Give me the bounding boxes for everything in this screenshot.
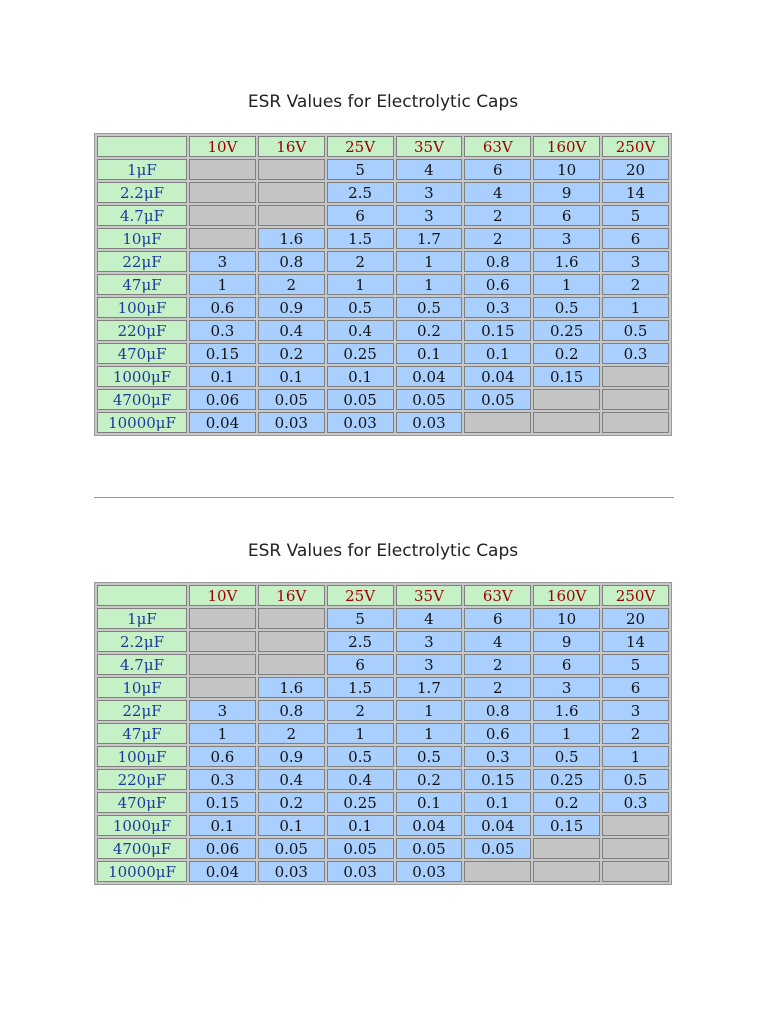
esr-value-cell: 1	[189, 723, 256, 744]
esr-value-cell: 3	[396, 182, 463, 203]
header-row	[97, 136, 669, 157]
esr-value-cell: 0.03	[396, 861, 463, 882]
esr-value-cell: 0.03	[396, 412, 463, 433]
esr-value-cell: 0.8	[258, 251, 325, 272]
esr-value-cell: 0.05	[327, 838, 394, 859]
esr-value-cell: 0.04	[189, 861, 256, 882]
capacitance-label: 4.7μF	[97, 205, 187, 226]
voltage-header: 35V	[396, 136, 463, 157]
esr-value-cell: 0.4	[327, 320, 394, 341]
empty-cell	[602, 861, 669, 882]
esr-value-cell: 0.15	[464, 769, 531, 790]
capacitance-label: 47μF	[97, 723, 187, 744]
empty-cell	[602, 389, 669, 410]
section-divider	[94, 497, 674, 498]
empty-cell	[533, 838, 600, 859]
empty-cell	[258, 631, 325, 652]
empty-cell	[602, 366, 669, 387]
esr-value-cell: 5	[602, 654, 669, 675]
esr-value-cell: 0.5	[327, 746, 394, 767]
table-row	[97, 723, 669, 744]
esr-value-cell: 14	[602, 631, 669, 652]
esr-value-cell: 0.1	[396, 792, 463, 813]
esr-value-cell: 0.15	[533, 815, 600, 836]
esr-value-cell: 0.8	[258, 700, 325, 721]
esr-value-cell: 0.6	[464, 723, 531, 744]
esr-value-cell: 5	[327, 608, 394, 629]
esr-value-cell: 0.3	[464, 297, 531, 318]
table-row	[97, 792, 669, 813]
voltage-header: 16V	[258, 136, 325, 157]
capacitance-label: 2.2μF	[97, 182, 187, 203]
esr-value-cell: 1	[396, 251, 463, 272]
table-row	[97, 769, 669, 790]
esr-value-cell: 20	[602, 608, 669, 629]
esr-value-cell: 0.5	[396, 746, 463, 767]
empty-cell	[533, 389, 600, 410]
esr-value-cell: 0.15	[189, 792, 256, 813]
table-row	[97, 700, 669, 721]
esr-value-cell: 9	[533, 182, 600, 203]
voltage-header: 63V	[464, 136, 531, 157]
empty-cell	[189, 182, 256, 203]
esr-value-cell: 0.25	[327, 792, 394, 813]
esr-value-cell: 4	[464, 631, 531, 652]
esr-value-cell: 0.1	[258, 815, 325, 836]
esr-value-cell: 10	[533, 159, 600, 180]
esr-value-cell: 0.4	[258, 769, 325, 790]
empty-cell	[602, 412, 669, 433]
voltage-header: 35V	[396, 585, 463, 606]
esr-value-cell: 0.05	[258, 389, 325, 410]
empty-cell	[533, 412, 600, 433]
esr-value-cell: 2	[464, 205, 531, 226]
esr-value-cell: 0.5	[327, 297, 394, 318]
esr-value-cell: 5	[327, 159, 394, 180]
esr-value-cell: 2	[464, 228, 531, 249]
empty-cell	[258, 159, 325, 180]
esr-value-cell: 1	[327, 723, 394, 744]
esr-value-cell: 3	[189, 251, 256, 272]
esr-value-cell: 0.1	[258, 366, 325, 387]
esr-value-cell: 0.5	[533, 746, 600, 767]
voltage-header: 10V	[189, 585, 256, 606]
table-row	[97, 861, 669, 882]
esr-value-cell: 0.1	[464, 792, 531, 813]
voltage-header: 10V	[189, 136, 256, 157]
esr-value-cell: 0.05	[464, 838, 531, 859]
esr-value-cell: 4	[464, 182, 531, 203]
esr-value-cell: 0.2	[396, 320, 463, 341]
capacitance-label: 470μF	[97, 792, 187, 813]
esr-value-cell: 0.05	[464, 389, 531, 410]
voltage-header: 25V	[327, 585, 394, 606]
esr-value-cell: 3	[602, 251, 669, 272]
esr-table	[94, 582, 672, 885]
corner-cell	[97, 585, 187, 606]
esr-value-cell: 1	[533, 274, 600, 295]
esr-value-cell: 5	[602, 205, 669, 226]
esr-value-cell: 0.03	[327, 412, 394, 433]
esr-value-cell: 6	[464, 608, 531, 629]
capacitance-label: 22μF	[97, 700, 187, 721]
esr-value-cell: 0.25	[533, 769, 600, 790]
esr-value-cell: 4	[396, 608, 463, 629]
esr-value-cell: 0.3	[602, 792, 669, 813]
esr-value-cell: 0.04	[396, 815, 463, 836]
esr-value-cell: 0.5	[602, 769, 669, 790]
esr-value-cell: 0.15	[464, 320, 531, 341]
esr-value-cell: 3	[396, 205, 463, 226]
esr-value-cell: 0.05	[327, 389, 394, 410]
esr-value-cell: 0.9	[258, 297, 325, 318]
table-row	[97, 631, 669, 652]
esr-value-cell: 6	[602, 228, 669, 249]
table-row	[97, 412, 669, 433]
esr-value-cell: 0.1	[464, 343, 531, 364]
esr-value-cell: 0.2	[533, 792, 600, 813]
esr-value-cell: 0.03	[258, 412, 325, 433]
capacitance-label: 1μF	[97, 608, 187, 629]
esr-value-cell: 0.5	[533, 297, 600, 318]
esr-value-cell: 1.5	[327, 228, 394, 249]
esr-value-cell: 20	[602, 159, 669, 180]
voltage-header: 16V	[258, 585, 325, 606]
table-row	[97, 746, 669, 767]
capacitance-label: 470μF	[97, 343, 187, 364]
esr-value-cell: 0.3	[602, 343, 669, 364]
esr-value-cell: 6	[464, 159, 531, 180]
esr-value-cell: 1.5	[327, 677, 394, 698]
esr-value-cell: 1	[189, 274, 256, 295]
capacitance-label: 220μF	[97, 320, 187, 341]
esr-value-cell: 0.06	[189, 389, 256, 410]
esr-value-cell: 0.1	[327, 815, 394, 836]
esr-value-cell: 1	[396, 274, 463, 295]
capacitance-label: 1μF	[97, 159, 187, 180]
esr-value-cell: 6	[602, 677, 669, 698]
esr-value-cell: 0.4	[327, 769, 394, 790]
empty-cell	[258, 205, 325, 226]
esr-value-cell: 0.04	[464, 815, 531, 836]
voltage-header: 160V	[533, 585, 600, 606]
empty-cell	[258, 182, 325, 203]
esr-value-cell: 0.15	[533, 366, 600, 387]
capacitance-label: 22μF	[97, 251, 187, 272]
esr-value-cell: 1.7	[396, 677, 463, 698]
empty-cell	[602, 838, 669, 859]
table-row	[97, 182, 669, 203]
section-title: ESR Values for Electrolytic Caps	[247, 541, 519, 561]
voltage-header: 63V	[464, 585, 531, 606]
esr-value-cell: 0.1	[189, 366, 256, 387]
esr-value-cell: 1	[396, 700, 463, 721]
esr-value-cell: 0.2	[396, 769, 463, 790]
voltage-header: 160V	[533, 136, 600, 157]
capacitance-label: 10000μF	[97, 861, 187, 882]
esr-value-cell: 3	[396, 631, 463, 652]
esr-value-cell: 3	[602, 700, 669, 721]
esr-value-cell: 0.03	[258, 861, 325, 882]
esr-value-cell: 14	[602, 182, 669, 203]
esr-value-cell: 1	[533, 723, 600, 744]
capacitance-label: 100μF	[97, 746, 187, 767]
esr-value-cell: 1	[327, 274, 394, 295]
empty-cell	[464, 412, 531, 433]
esr-value-cell: 2.5	[327, 182, 394, 203]
esr-value-cell: 0.3	[189, 320, 256, 341]
esr-value-cell: 2	[258, 274, 325, 295]
esr-value-cell: 2	[464, 677, 531, 698]
esr-value-cell: 1.7	[396, 228, 463, 249]
empty-cell	[189, 654, 256, 675]
esr-value-cell: 4	[396, 159, 463, 180]
empty-cell	[189, 677, 256, 698]
esr-value-cell: 0.9	[258, 746, 325, 767]
esr-value-cell: 0.8	[464, 700, 531, 721]
capacitance-label: 10μF	[97, 677, 187, 698]
table-row	[97, 677, 669, 698]
capacitance-label: 100μF	[97, 297, 187, 318]
esr-value-cell: 0.6	[189, 297, 256, 318]
empty-cell	[189, 228, 256, 249]
empty-cell	[533, 861, 600, 882]
esr-value-cell: 0.25	[533, 320, 600, 341]
esr-value-cell: 0.2	[258, 343, 325, 364]
empty-cell	[464, 861, 531, 882]
table-row	[97, 320, 669, 341]
esr-value-cell: 0.05	[258, 838, 325, 859]
esr-value-cell: 0.8	[464, 251, 531, 272]
empty-cell	[189, 159, 256, 180]
empty-cell	[189, 631, 256, 652]
capacitance-label: 1000μF	[97, 815, 187, 836]
capacitance-label: 10000μF	[97, 412, 187, 433]
table-row	[97, 838, 669, 859]
esr-value-cell: 2.5	[327, 631, 394, 652]
capacitance-label: 4.7μF	[97, 654, 187, 675]
esr-value-cell: 0.03	[327, 861, 394, 882]
esr-value-cell: 0.4	[258, 320, 325, 341]
esr-value-cell: 0.5	[396, 297, 463, 318]
table-row	[97, 343, 669, 364]
esr-value-cell: 6	[533, 654, 600, 675]
esr-value-cell: 2	[602, 723, 669, 744]
empty-cell	[189, 205, 256, 226]
voltage-header: 250V	[602, 585, 669, 606]
esr-value-cell: 0.05	[396, 838, 463, 859]
table-row	[97, 228, 669, 249]
esr-value-cell: 2	[327, 700, 394, 721]
capacitance-label: 4700μF	[97, 838, 187, 859]
esr-value-cell: 2	[464, 654, 531, 675]
esr-value-cell: 0.15	[189, 343, 256, 364]
esr-value-cell: 6	[327, 654, 394, 675]
esr-value-cell: 3	[533, 677, 600, 698]
esr-value-cell: 0.04	[464, 366, 531, 387]
section-title: ESR Values for Electrolytic Caps	[247, 92, 519, 112]
table-row	[97, 654, 669, 675]
esr-value-cell: 0.1	[396, 343, 463, 364]
empty-cell	[258, 654, 325, 675]
capacitance-label: 220μF	[97, 769, 187, 790]
table-row	[97, 251, 669, 272]
esr-value-cell: 0.25	[327, 343, 394, 364]
esr-table	[94, 133, 672, 436]
esr-value-cell: 2	[602, 274, 669, 295]
capacitance-label: 2.2μF	[97, 631, 187, 652]
esr-value-cell: 0.04	[396, 366, 463, 387]
esr-value-cell: 0.1	[327, 366, 394, 387]
esr-value-cell: 6	[533, 205, 600, 226]
esr-value-cell: 6	[327, 205, 394, 226]
esr-value-cell: 2	[327, 251, 394, 272]
esr-value-cell: 3	[533, 228, 600, 249]
header-row	[97, 585, 669, 606]
table-row	[97, 815, 669, 836]
esr-value-cell: 3	[396, 654, 463, 675]
esr-value-cell: 0.3	[189, 769, 256, 790]
empty-cell	[189, 608, 256, 629]
voltage-header: 250V	[602, 136, 669, 157]
esr-value-cell: 0.6	[189, 746, 256, 767]
capacitance-label: 4700μF	[97, 389, 187, 410]
corner-cell	[97, 136, 187, 157]
esr-value-cell: 0.04	[189, 412, 256, 433]
table-row	[97, 608, 669, 629]
esr-value-cell: 1.6	[533, 251, 600, 272]
esr-value-cell: 0.5	[602, 320, 669, 341]
capacitance-label: 10μF	[97, 228, 187, 249]
esr-value-cell: 0.3	[464, 746, 531, 767]
esr-value-cell: 1.6	[258, 677, 325, 698]
esr-value-cell: 1.6	[533, 700, 600, 721]
capacitance-label: 1000μF	[97, 366, 187, 387]
table-row	[97, 366, 669, 387]
esr-value-cell: 0.2	[258, 792, 325, 813]
empty-cell	[602, 815, 669, 836]
table-row	[97, 297, 669, 318]
esr-value-cell: 1	[602, 746, 669, 767]
esr-value-cell: 10	[533, 608, 600, 629]
esr-value-cell: 9	[533, 631, 600, 652]
esr-value-cell: 1	[602, 297, 669, 318]
esr-value-cell: 1	[396, 723, 463, 744]
esr-value-cell: 2	[258, 723, 325, 744]
esr-value-cell: 0.1	[189, 815, 256, 836]
table-row	[97, 274, 669, 295]
esr-value-cell: 0.05	[396, 389, 463, 410]
table-row	[97, 389, 669, 410]
esr-value-cell: 0.2	[533, 343, 600, 364]
table-row	[97, 159, 669, 180]
capacitance-label: 47μF	[97, 274, 187, 295]
esr-value-cell: 3	[189, 700, 256, 721]
esr-value-cell: 1.6	[258, 228, 325, 249]
empty-cell	[258, 608, 325, 629]
esr-value-cell: 0.6	[464, 274, 531, 295]
table-row	[97, 205, 669, 226]
esr-value-cell: 0.06	[189, 838, 256, 859]
voltage-header: 25V	[327, 136, 394, 157]
